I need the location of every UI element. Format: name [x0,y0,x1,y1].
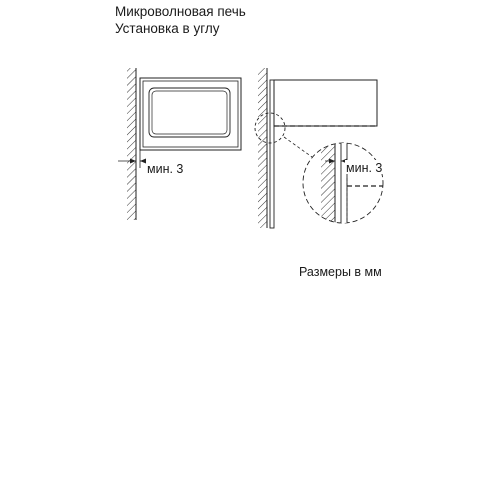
right-view [255,68,390,228]
detail-cabinet-side [341,138,347,228]
right-wall-hatching [258,68,267,228]
title-line-installation: Установка в углу [115,21,220,36]
microwave-door-window-inner [152,91,227,134]
microwave-door-window [149,88,230,137]
detail-callout-line [284,137,312,157]
detail-wall-hatching [321,138,335,228]
left-clearance-label: мин. 3 [147,162,184,176]
cabinet-side-panel [270,80,274,228]
microwave-outer-frame [140,78,241,150]
title-line-product: Микроволновая печь [115,4,246,19]
left-wall-hatching [127,68,136,220]
units-caption: Размеры в мм [299,265,382,279]
left-view [118,68,241,220]
detail-clearance-label: мин. 3 [346,161,383,175]
left-clearance-arrow-right [140,159,146,164]
cabinet-upper-body [274,80,377,126]
